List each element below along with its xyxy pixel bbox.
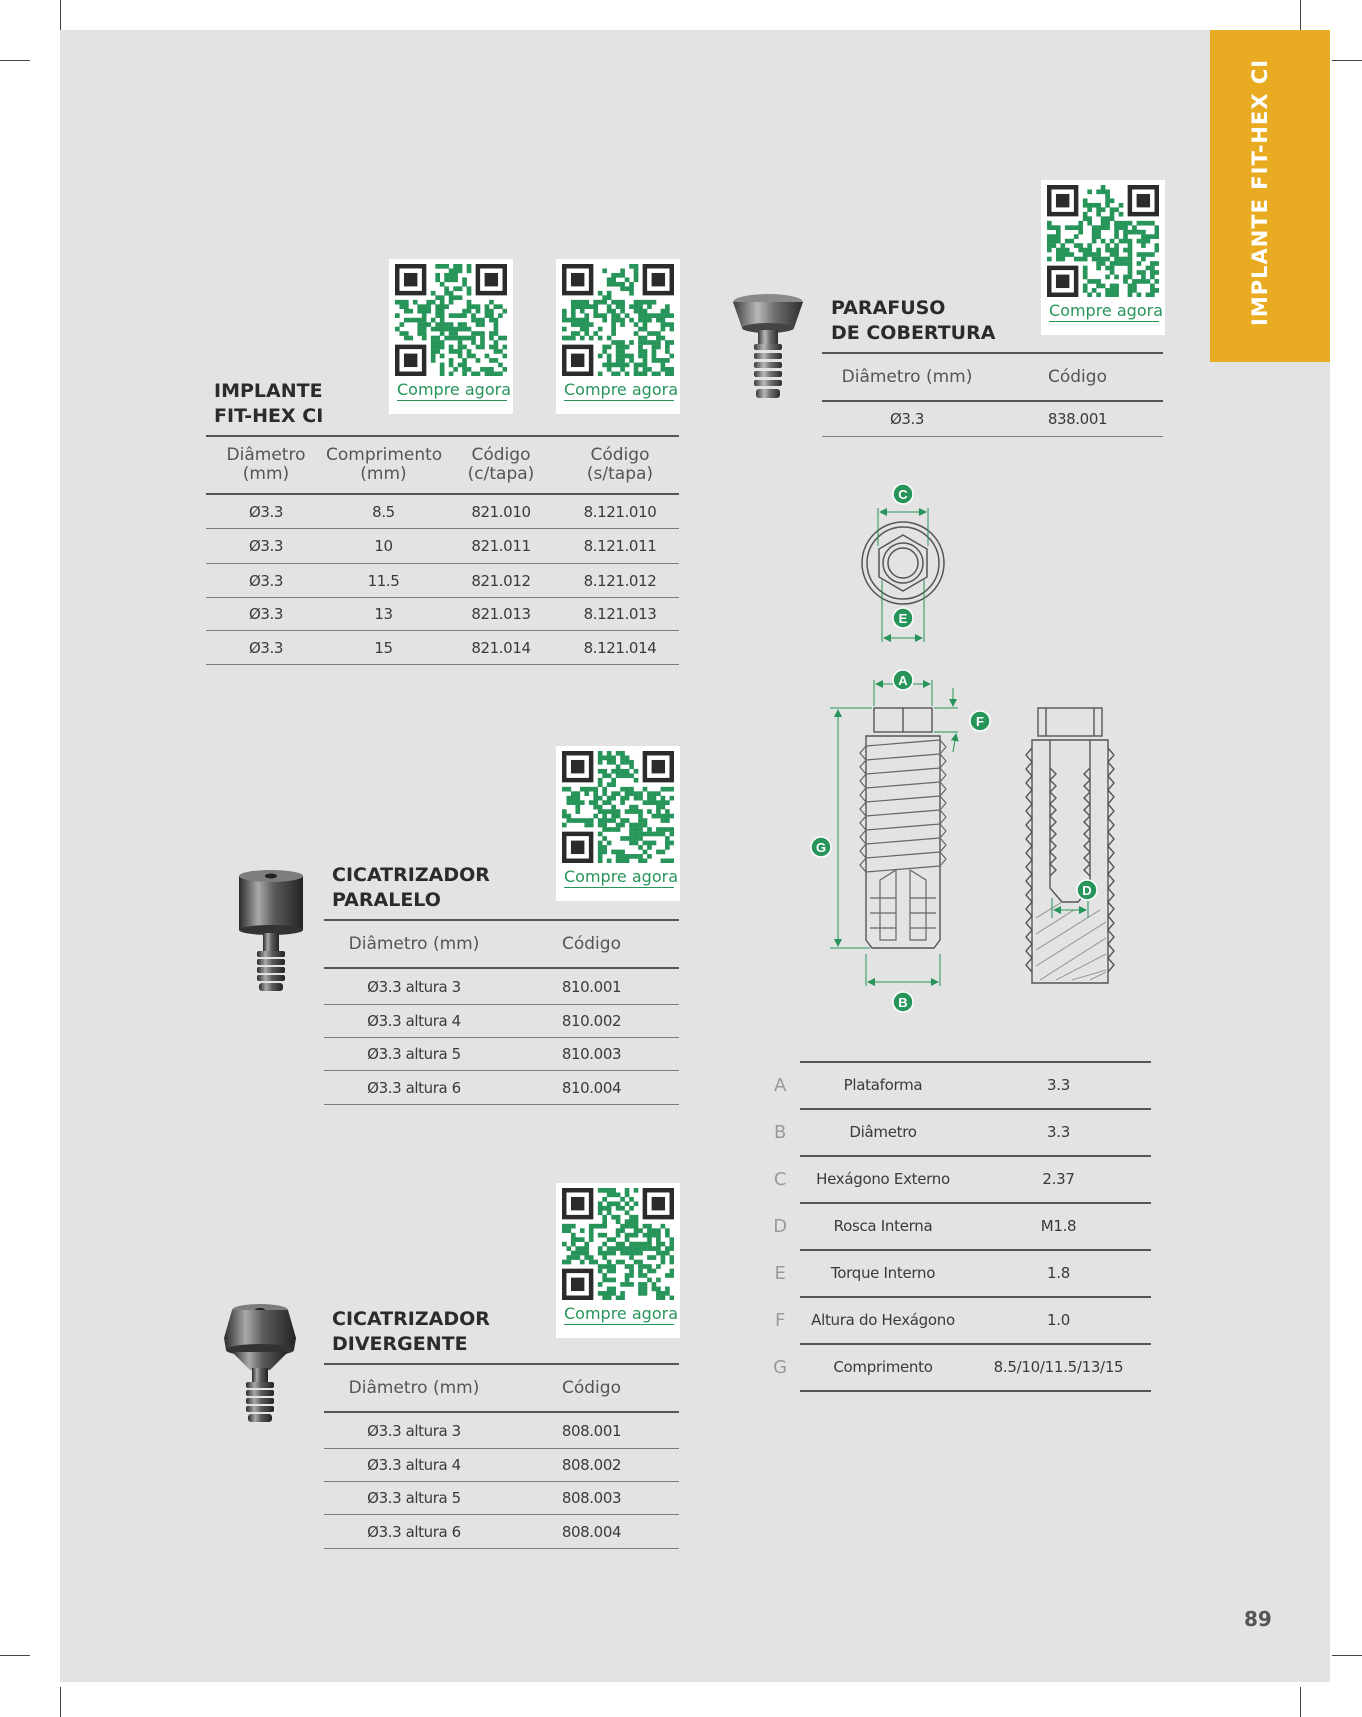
svg-text:G: G <box>815 840 827 855</box>
table-row <box>324 1449 679 1482</box>
table-row <box>324 1038 679 1071</box>
cicatrizador-paralelo-title <box>332 863 490 913</box>
spec-row <box>773 1345 1151 1392</box>
qr-code-icon <box>562 264 674 376</box>
table-cell: 8.5 <box>372 502 395 521</box>
table-cell: 810.002 <box>561 1012 622 1030</box>
table-cell: 838.001 <box>1047 410 1108 428</box>
spec-name: Plataforma <box>843 1076 923 1094</box>
side-view <box>866 708 940 948</box>
spec-value: 1.8 <box>1047 1264 1070 1282</box>
spec-letter: E <box>774 1263 786 1284</box>
table-row <box>206 564 679 598</box>
crop-mark <box>60 0 61 30</box>
table-cell: Ø3.3 altura 6 <box>367 1522 461 1541</box>
title-line1: CICATRIZADOR <box>332 864 490 886</box>
header-diametro: Diâmetro (mm) <box>348 1377 480 1398</box>
table-cell: 8.121.012 <box>583 571 657 590</box>
header-codigo-s-tapa: Código (s/tapa) <box>586 445 654 484</box>
spec-letter: C <box>773 1169 787 1190</box>
table-row <box>206 495 679 529</box>
svg-text:A: A <box>898 673 908 688</box>
svg-text:F: F <box>976 714 984 729</box>
spec-letter: A <box>773 1075 786 1096</box>
table-header <box>822 352 1163 402</box>
badge-f <box>970 711 990 731</box>
header-diametro: Diâmetro (mm) <box>348 933 480 954</box>
table-row <box>324 969 679 1005</box>
spec-row <box>773 1204 1151 1251</box>
spec-name: Diâmetro <box>849 1123 917 1141</box>
badge-e <box>893 608 913 628</box>
title-line2: PARALELO <box>332 889 441 911</box>
table-header <box>324 919 679 969</box>
table-cell: Ø3.3 <box>248 537 284 555</box>
buy-now-link[interactable]: Compre agora <box>564 867 678 886</box>
implante-title-line1: IMPLANTE <box>214 380 323 402</box>
qr-code-cicatrizador-paralelo[interactable] <box>556 746 680 901</box>
spec-value: M1.8 <box>1040 1217 1077 1235</box>
crop-mark <box>0 60 30 61</box>
svg-text:D: D <box>1082 883 1092 898</box>
implante-title-line2: FIT-HEX CI <box>214 405 324 427</box>
table-cell: Ø3.3 <box>248 502 284 521</box>
table-cell: Ø3.3 <box>248 571 284 590</box>
table-cell: Ø3.3 altura 3 <box>367 1421 461 1440</box>
table-header <box>324 1363 679 1413</box>
buy-now-link[interactable]: Compre agora <box>397 380 511 399</box>
spec-row <box>773 1110 1151 1157</box>
table-cell: 10 <box>374 537 393 555</box>
table-cell: 13 <box>374 605 393 623</box>
badge-a <box>893 670 913 690</box>
title-line1: CICATRIZADOR <box>332 1308 490 1330</box>
table-row <box>324 1005 679 1038</box>
table-cell: 8.121.011 <box>583 537 657 555</box>
badge-g <box>811 837 831 857</box>
parafuso-title-line2: DE COBERTURA <box>831 322 996 344</box>
table-cell: Ø3.3 altura 5 <box>367 1489 461 1507</box>
crop-mark <box>60 1687 61 1717</box>
spec-name: Comprimento <box>833 1358 933 1376</box>
crop-mark <box>1300 0 1301 30</box>
table-cell: 15 <box>374 638 393 657</box>
spec-value: 2.37 <box>1042 1170 1075 1188</box>
header-codigo: Código <box>562 933 621 954</box>
table-cell: 808.002 <box>561 1456 622 1474</box>
spec-value: 1.0 <box>1047 1311 1070 1329</box>
crop-mark <box>1332 1655 1362 1656</box>
table-cell: 808.003 <box>561 1489 622 1507</box>
table-cell: 808.004 <box>561 1522 622 1541</box>
parafuso-title <box>831 296 995 346</box>
cicatrizador-divergente-title <box>332 1307 490 1357</box>
buy-now-link[interactable]: Compre agora <box>564 380 678 399</box>
crop-mark <box>1300 1687 1301 1717</box>
qr-code-icon <box>1047 185 1159 297</box>
header-codigo-c-tapa: Código (c/tapa) <box>467 445 535 484</box>
table-row <box>324 1482 679 1515</box>
spec-value: 8.5/10/11.5/13/15 <box>993 1358 1124 1376</box>
table-cell: 821.013 <box>471 605 531 623</box>
table-row <box>206 598 679 631</box>
spec-name: Altura do Hexágono <box>811 1311 955 1329</box>
svg-text:C: C <box>898 487 908 502</box>
table-cell: 8.121.010 <box>583 502 657 521</box>
table-cell: 810.001 <box>561 977 622 996</box>
qr-code-implante-s-tapa[interactable] <box>556 259 680 414</box>
title-line2: DIVERGENTE <box>332 1333 468 1355</box>
table-cell: 810.003 <box>561 1045 622 1063</box>
cicatrizador-divergente-table <box>324 1363 679 1549</box>
table-cell: 8.121.013 <box>583 605 657 623</box>
spec-row <box>774 1251 1151 1298</box>
spec-letter: G <box>773 1357 787 1378</box>
table-cell: 821.010 <box>471 502 531 521</box>
qr-code-parafuso[interactable] <box>1041 180 1165 335</box>
header-codigo: Código <box>1048 366 1107 387</box>
table-row <box>206 631 679 665</box>
page-number: 89 <box>1244 1607 1272 1631</box>
table-cell: 11.5 <box>367 571 400 590</box>
qr-code-icon <box>562 751 674 863</box>
side-tab-label: IMPLANTE FIT-HEX CI <box>1248 58 1272 326</box>
table-cell: Ø3.3 <box>248 638 284 657</box>
top-view <box>862 522 944 604</box>
table-cell: Ø3.3 altura 5 <box>367 1045 461 1063</box>
table-cell: 808.001 <box>561 1421 622 1440</box>
spec-name: Hexágono Externo <box>816 1170 950 1188</box>
spec-row <box>773 1063 1151 1110</box>
qr-code-icon <box>395 264 507 376</box>
buy-now-link[interactable]: Compre agora <box>564 1304 678 1323</box>
implante-table <box>206 435 679 665</box>
thread-lines <box>860 740 946 940</box>
table-cell: 821.014 <box>471 638 531 657</box>
table-cell: Ø3.3 <box>248 605 284 623</box>
table-row <box>822 402 1163 437</box>
spec-letter: D <box>773 1216 787 1237</box>
crop-mark <box>0 1655 30 1656</box>
spec-name: Torque Interno <box>830 1264 936 1282</box>
spec-row <box>774 1298 1151 1345</box>
table-header <box>206 435 679 495</box>
svg-text:E: E <box>898 611 908 626</box>
table-cell: Ø3.3 altura 4 <box>367 1012 461 1030</box>
parafuso-title-line1: PARAFUSO <box>831 297 946 319</box>
table-cell: 8.121.014 <box>583 638 657 657</box>
header-diametro: Diâmetro (mm) <box>841 366 973 387</box>
table-cell: Ø3.3 altura 6 <box>367 1078 461 1097</box>
spec-name: Rosca Interna <box>833 1217 933 1235</box>
table-row <box>324 1515 679 1549</box>
cover-screw-image <box>728 292 808 412</box>
qr-code-implante-c-tapa[interactable] <box>389 259 513 414</box>
section-hatching <box>1036 902 1106 980</box>
qr-code-cicatrizador-divergente[interactable] <box>556 1183 680 1338</box>
healing-abutment-parallel-image <box>236 870 306 996</box>
header-comprimento: Comprimento (mm) <box>326 445 443 484</box>
crop-mark <box>1332 60 1362 61</box>
specifications-table <box>773 1061 1151 1392</box>
qr-code-icon <box>562 1188 674 1300</box>
badge-b <box>893 992 913 1012</box>
table-cell: 810.004 <box>561 1078 622 1097</box>
badge-d <box>1077 880 1097 900</box>
svg-text:B: B <box>898 995 908 1010</box>
badge-c <box>893 484 913 504</box>
table-cell: Ø3.3 <box>889 410 925 428</box>
parafuso-table <box>822 352 1163 437</box>
table-cell: Ø3.3 altura 4 <box>367 1456 461 1474</box>
implante-title <box>214 379 323 429</box>
table-row <box>324 1413 679 1449</box>
table-cell: Ø3.3 altura 3 <box>367 977 461 996</box>
implant-technical-drawing <box>800 478 1140 1033</box>
spec-letter: F <box>774 1310 786 1331</box>
table-row <box>324 1071 679 1105</box>
spec-letter: B <box>773 1122 787 1143</box>
table-cell: 821.012 <box>471 571 531 590</box>
cicatrizador-paralelo-table <box>324 919 679 1105</box>
spec-value: 3.3 <box>1047 1076 1070 1094</box>
table-row <box>206 529 679 564</box>
header-codigo: Código <box>562 1377 621 1398</box>
healing-abutment-divergent-image <box>222 1302 298 1428</box>
buy-now-link[interactable]: Compre agora <box>1049 301 1163 320</box>
spec-row <box>773 1157 1151 1204</box>
table-cell: 821.011 <box>471 537 531 555</box>
spec-value: 3.3 <box>1047 1123 1070 1141</box>
header-diametro: Diâmetro (mm) <box>226 445 306 484</box>
